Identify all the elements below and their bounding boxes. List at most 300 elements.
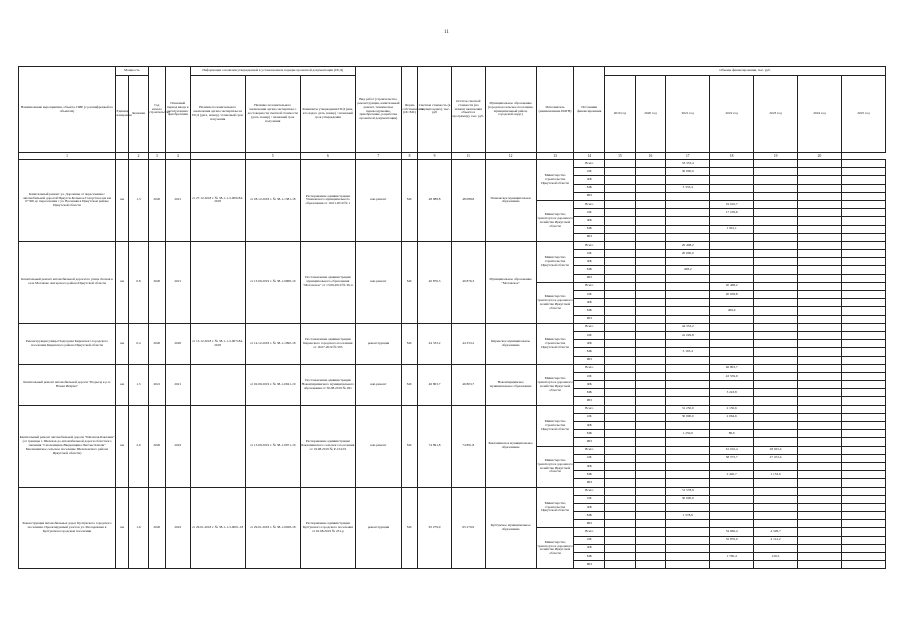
funding-amount-cell — [798, 282, 842, 290]
funding-amount-cell — [798, 291, 842, 299]
funding-amount-cell — [754, 364, 798, 372]
funding-source-cell: ИИ — [574, 397, 605, 405]
funding-amount-cell — [798, 266, 842, 274]
funding-amount-cell — [841, 241, 885, 249]
executor-cell: Министерство строительства Иркутской области — [536, 160, 574, 201]
funding-amount-cell — [798, 495, 842, 503]
funding-amount-cell — [798, 307, 842, 315]
funding-source-cell: ОБ — [574, 372, 605, 380]
column-number: 17 — [666, 153, 710, 160]
work-type-cell: реконструкция — [355, 323, 401, 364]
funding-amount-cell — [605, 356, 636, 364]
remaining-cell: 74 891,8 — [451, 405, 485, 487]
column-number-row — [19, 153, 886, 160]
funding-amount-cell: 19 010,7 — [710, 200, 754, 208]
funding-amount-cell — [841, 266, 885, 274]
funding-amount-cell — [841, 397, 885, 405]
funding-source-cell: МБ — [574, 225, 605, 233]
funding-amount-cell — [605, 184, 636, 192]
funding-source-cell: Всего — [574, 405, 605, 413]
funding-amount-cell — [635, 160, 666, 168]
executor-cell: Министерство строительства Иркутской области — [536, 487, 574, 528]
funding-amount-cell — [666, 446, 710, 454]
funding-amount-cell — [841, 250, 885, 258]
funding-amount-cell — [635, 422, 666, 430]
funding-amount-cell — [754, 356, 798, 364]
funding-amount-cell — [605, 372, 636, 380]
funding-amount-cell — [605, 397, 636, 405]
funding-amount-cell — [798, 413, 842, 421]
column-number: 12 — [485, 153, 536, 160]
funding-amount-cell: 2 064,6 — [710, 413, 754, 421]
funding-amount-cell — [798, 209, 842, 217]
funding-amount-cell — [710, 495, 754, 503]
funding-amount-cell — [798, 176, 842, 184]
funding-amount-cell — [754, 184, 798, 192]
column-number — [190, 153, 245, 160]
funding-amount-cell — [666, 307, 710, 315]
remaining-cell: 46 803,7 — [451, 364, 485, 405]
funding-amount-cell: 32 876,0 — [710, 536, 754, 544]
investment-program-table — [18, 66, 886, 569]
header-capacity: Мощность — [116, 67, 149, 76]
funding-amount-cell — [635, 225, 666, 233]
funding-amount-cell — [710, 422, 754, 430]
funding-amount-cell — [841, 512, 885, 520]
funding-amount-cell: 33 333,4 — [666, 160, 710, 168]
expertise-cell — [190, 364, 245, 405]
funding-amount-cell — [605, 430, 636, 438]
funding-source-cell: МБ — [574, 266, 605, 274]
funding-amount-cell — [798, 471, 842, 479]
funding-amount-cell — [635, 381, 666, 389]
funding-amount-cell — [754, 487, 798, 495]
funding-amount-cell — [605, 307, 636, 315]
executor-cell: Министерство строительства Иркутской области — [536, 405, 574, 446]
funding-amount-cell — [605, 200, 636, 208]
funding-source-cell: МБ — [574, 389, 605, 397]
unit-cell: км — [116, 323, 129, 364]
object-name-cell: Капитальный ремонт автомобильной дороги "Подъезд к р.п. Новая Игирма" — [19, 364, 116, 405]
funding-amount-cell — [635, 503, 666, 511]
expertise-cell: от 27.12.2018 г. № 38-1-1-3-009184-2018 — [190, 160, 245, 242]
funding-amount-cell — [841, 520, 885, 528]
funding-amount-cell — [710, 520, 754, 528]
planned-year-cell: 2022 — [166, 405, 191, 487]
funding-amount-cell — [841, 405, 885, 413]
funding-source-cell: ИИ — [574, 315, 605, 323]
funding-amount-cell — [798, 561, 842, 569]
funding-amount-cell — [635, 528, 666, 536]
table-row — [19, 323, 886, 331]
approval-cell: Постановление администрации Новоигирминского муниципального образования от 30.08.2019 № 491 — [300, 364, 355, 405]
column-number: 18 — [710, 153, 754, 160]
funding-amount-cell — [841, 471, 885, 479]
column-number — [116, 153, 129, 160]
header-year: 2019 год — [605, 76, 636, 153]
funding-amount-cell — [635, 307, 666, 315]
value-cell: 1,6 — [129, 487, 148, 569]
funding-amount-cell — [666, 503, 710, 511]
funding-amount-cell: 2 150,6 — [710, 405, 754, 413]
funding-amount-cell — [635, 241, 666, 249]
header-name: Наименование мероприятия, объекта, ПИР (с расшифровкой по объектам) — [19, 67, 116, 153]
object-name-cell: Капитальный ремонт автомобильной дороги "Шелехов-Баклаши" (от границы г. Шелехов до автомобильной дороги областного значения "Смоленщина-Введенщина-Чистые Ключи" Баклашинское сельское поселение Шелеховского района Иркутской области) — [19, 405, 116, 487]
funding-amount-cell: 3 243,8 — [710, 389, 754, 397]
estimate-cell: от 29.01.2018 г. № 38-1-0028-18 — [245, 487, 300, 569]
funding-source-cell: ФБ — [574, 381, 605, 389]
value-cell: 2,0 — [129, 405, 148, 487]
funding-amount-cell: 408,2 — [666, 266, 710, 274]
funding-amount-cell — [666, 209, 710, 217]
funding-amount-cell — [754, 389, 798, 397]
funding-source-cell: Всего — [574, 528, 605, 536]
funding-amount-cell — [605, 160, 636, 168]
funding-amount-cell — [798, 397, 842, 405]
funding-amount-cell — [666, 217, 710, 225]
funding-amount-cell — [841, 184, 885, 192]
funding-amount-cell — [710, 561, 754, 569]
funding-amount-cell — [710, 266, 754, 274]
column-number: 16 — [635, 153, 666, 160]
funding-amount-cell — [605, 225, 636, 233]
funding-amount-cell — [754, 323, 798, 331]
funding-amount-cell — [666, 422, 710, 430]
funding-amount-cell — [754, 413, 798, 421]
funding-source-cell: МБ — [574, 471, 605, 479]
column-number: 1 — [19, 153, 116, 160]
funding-amount-cell — [841, 446, 885, 454]
funding-amount-cell — [754, 495, 798, 503]
funding-amount-cell — [841, 372, 885, 380]
funding-amount-cell — [841, 381, 885, 389]
funding-amount-cell — [754, 340, 798, 348]
executor-cell: Министерство транспорта и дорожного хозяйства Иркутской области — [536, 282, 574, 323]
funding-amount-cell — [605, 291, 636, 299]
cost-cell: 40 876,3 — [418, 241, 452, 323]
unit-cell: км — [116, 241, 129, 323]
funding-amount-cell — [754, 200, 798, 208]
funding-source-cell: ФБ — [574, 258, 605, 266]
funding-amount-cell — [754, 544, 798, 552]
funding-amount-cell — [754, 299, 798, 307]
funding-source-cell: ИИ — [574, 438, 605, 446]
funding-amount-cell — [635, 217, 666, 225]
work-type-cell: кап.ремонт — [355, 405, 401, 487]
cost-cell: 65 279,9 — [418, 487, 452, 569]
approval-cell: Распоряжение администрации Култукского городского поселения от 02.08.2019 № 231-р — [300, 487, 355, 569]
table-row — [19, 241, 886, 249]
funding-amount-cell — [710, 323, 754, 331]
funding-source-cell: ОБ — [574, 495, 605, 503]
funding-amount-cell — [754, 168, 798, 176]
table-row — [19, 160, 886, 168]
funding-source-cell: Всего — [574, 200, 605, 208]
funding-source-cell: МБ — [574, 512, 605, 520]
expertise-cell: от 29.01.2018 г. № 38-1-1-3-0001-18 — [190, 487, 245, 569]
page-number: 11 — [444, 30, 449, 35]
funding-amount-cell — [605, 274, 636, 282]
object-name-cell: Капитальный ремонт автомобильной дороги по улице Лесная в селе Мотаково Ангарского района Иркутской области — [19, 241, 116, 323]
funding-amount-cell — [841, 217, 885, 225]
funding-source-cell: ОБ — [574, 536, 605, 544]
funding-source-cell: ИИ — [574, 192, 605, 200]
remaining-cell: 65 279,9 — [451, 487, 485, 569]
funding-amount-cell — [635, 315, 666, 323]
funding-amount-cell — [635, 323, 666, 331]
funding-amount-cell: 1 901,1 — [710, 225, 754, 233]
funding-amount-cell — [798, 372, 842, 380]
funding-amount-cell: 20 468,2 — [710, 282, 754, 290]
header-sources: Источники финансирования — [574, 67, 605, 153]
header-year: 2022 год — [710, 76, 754, 153]
funding-amount-cell — [635, 462, 666, 470]
table-row — [19, 364, 886, 372]
object-name-cell: Капитальный ремонт ул. Дорожная от пересечения с автомобильной дорогой Иркутск-Большое Голоустное км км 0+300 до пересечения с ул. Весенняя в Иркутском районе Иркутской области — [19, 160, 116, 242]
funding-amount-cell — [635, 454, 666, 462]
header-cost: Сметная стоимость (в текущих ценах), тыс. руб — [418, 67, 452, 153]
funding-amount-cell — [605, 233, 636, 241]
funding-amount-cell — [798, 503, 842, 511]
funding-amount-cell — [798, 405, 842, 413]
funding-amount-cell — [666, 397, 710, 405]
funding-source-cell: ФБ — [574, 462, 605, 470]
funding-amount-cell — [754, 381, 798, 389]
ownership-cell: МС — [401, 405, 417, 487]
funding-amount-cell — [605, 438, 636, 446]
funding-amount-cell — [635, 250, 666, 258]
executor-cell: Министерство транспорта и дорожного хозяйства Иркутской области — [536, 528, 574, 569]
funding-amount-cell — [605, 512, 636, 520]
funding-amount-cell — [710, 217, 754, 225]
funding-amount-cell: 20 408,2 — [666, 241, 710, 249]
estimate-cell: от 13.09.2019 г. № 38-1-0968-19 — [245, 241, 300, 323]
funding-amount-cell — [798, 160, 842, 168]
remaining-cell: 40 876,3 — [451, 241, 485, 323]
funding-amount-cell: 1 250,0 — [666, 430, 710, 438]
funding-amount-cell: 2 440,7 — [710, 471, 754, 479]
funding-amount-cell — [798, 250, 842, 258]
funding-amount-cell — [798, 168, 842, 176]
funding-amount-cell: 17 109,6 — [710, 209, 754, 217]
funding-amount-cell — [635, 536, 666, 544]
municipality-cell: Новоигирминское муниципальное образование — [485, 364, 536, 405]
start-year-cell: 2020 — [148, 323, 165, 364]
executor-cell: Министерство транспорта и дорожного хозяйства Иркутской области — [536, 364, 574, 405]
funding-amount-cell — [710, 487, 754, 495]
approval-cell: Распоряжение администрации Баклашинского сельского поселения от 19.08.2019 № Р-154/19 — [300, 405, 355, 487]
funding-amount-cell: 20 058,8 — [710, 291, 754, 299]
funding-amount-cell — [710, 503, 754, 511]
funding-amount-cell — [605, 241, 636, 249]
funding-amount-cell — [635, 340, 666, 348]
funding-amount-cell — [798, 340, 842, 348]
funding-amount-cell — [798, 479, 842, 487]
funding-source-cell: ФБ — [574, 299, 605, 307]
funding-amount-cell — [841, 389, 885, 397]
column-number: 5 — [245, 153, 300, 160]
funding-amount-cell — [841, 422, 885, 430]
funding-amount-cell: 31 250,0 — [666, 405, 710, 413]
funding-amount-cell — [605, 168, 636, 176]
funding-amount-cell — [635, 446, 666, 454]
funding-amount-cell: 4 112,2 — [754, 536, 798, 544]
funding-amount-cell — [666, 340, 710, 348]
funding-amount-cell — [798, 274, 842, 282]
funding-amount-cell — [635, 512, 666, 520]
funding-amount-cell: 4 328,7 — [754, 528, 798, 536]
funding-amount-cell — [798, 389, 842, 397]
column-number: 11 — [451, 153, 485, 160]
funding-amount-cell — [798, 356, 842, 364]
funding-amount-cell — [841, 553, 885, 561]
column-number: 9 — [418, 153, 452, 160]
start-year-cell: 2020 — [148, 487, 165, 569]
funding-amount-cell — [635, 389, 666, 397]
funding-amount-cell: 34 666,4 — [710, 528, 754, 536]
funding-amount-cell — [798, 315, 842, 323]
funding-source-cell: Всего — [574, 160, 605, 168]
funding-amount-cell — [635, 413, 666, 421]
funding-amount-cell — [841, 438, 885, 446]
funding-amount-cell — [798, 487, 842, 495]
header-year: 2020 год — [635, 76, 666, 153]
column-number: 13 — [536, 153, 574, 160]
funding-amount-cell — [635, 356, 666, 364]
funding-source-cell: МБ — [574, 307, 605, 315]
funding-source-cell: ФБ — [574, 422, 605, 430]
funding-amount-cell — [754, 291, 798, 299]
funding-amount-cell — [666, 192, 710, 200]
estimate-cell: от 13.09.2019 г. № 38-1-0971-19 — [245, 405, 300, 487]
header-year: 2025 год — [841, 76, 885, 153]
funding-amount-cell — [798, 536, 842, 544]
funding-amount-cell: 31 578,9 — [666, 487, 710, 495]
planned-year-cell: 2022 — [166, 487, 191, 569]
header-year: 2021 год — [666, 76, 710, 153]
header-psd-info: Информация о наличии утвержденной в установленном порядке проектной документации (ПСД) — [190, 67, 355, 76]
funding-amount-cell — [710, 340, 754, 348]
funding-amount-cell — [635, 168, 666, 176]
funding-amount-cell — [605, 323, 636, 331]
funding-amount-cell: 1 153,0 — [754, 471, 798, 479]
header-start-year: Год начала строительства — [148, 67, 165, 153]
funding-amount-cell — [710, 462, 754, 470]
funding-amount-cell — [605, 405, 636, 413]
funding-amount-cell — [798, 544, 842, 552]
funding-amount-cell — [841, 561, 885, 569]
funding-amount-cell — [798, 258, 842, 266]
funding-amount-cell — [754, 241, 798, 249]
cost-cell: 44 333,2 — [418, 323, 452, 364]
funding-amount-cell — [754, 397, 798, 405]
funding-amount-cell — [635, 184, 666, 192]
funding-amount-cell — [605, 471, 636, 479]
funding-amount-cell — [635, 471, 666, 479]
unit-cell: км — [116, 487, 129, 569]
municipality-cell: Култукское муниципальное образование — [485, 487, 536, 569]
column-number: 4 — [166, 153, 191, 160]
start-year-cell: 2020 — [148, 241, 165, 323]
funding-amount-cell — [798, 299, 842, 307]
planned-year-cell: 2021 — [166, 160, 191, 242]
funding-amount-cell — [605, 299, 636, 307]
funding-amount-cell — [666, 544, 710, 552]
funding-amount-cell — [841, 430, 885, 438]
funding-amount-cell — [754, 405, 798, 413]
approval-cell: Постановление администрации Киренского городского поселения от 16.07.2019 № 505 — [300, 323, 355, 364]
funding-source-cell: ИИ — [574, 274, 605, 282]
funding-amount-cell: 30 000,0 — [666, 168, 710, 176]
funding-amount-cell — [798, 422, 842, 430]
expertise-cell — [190, 241, 245, 323]
funding-amount-cell — [710, 233, 754, 241]
start-year-cell: 2021 — [148, 364, 165, 405]
funding-source-cell: ОБ — [574, 331, 605, 339]
ownership-cell: МС — [401, 487, 417, 569]
table-row — [19, 487, 886, 495]
funding-amount-cell — [710, 258, 754, 266]
funding-amount-cell — [605, 364, 636, 372]
funding-amount-cell — [841, 528, 885, 536]
funding-amount-cell: 27 472,4 — [754, 454, 798, 462]
funding-source-cell: ИИ — [574, 520, 605, 528]
column-number: 19 — [754, 153, 798, 160]
approval-cell: Распоряжение администрации Ушаковского муниципального образования от 16.01.2019 № 1 — [300, 160, 355, 242]
funding-amount-cell — [798, 528, 842, 536]
funding-amount-cell — [710, 241, 754, 249]
header-funding: Объемы финансирования, тыс. руб. — [605, 67, 886, 76]
funding-amount-cell — [635, 274, 666, 282]
funding-amount-cell — [605, 381, 636, 389]
funding-source-cell: ИИ — [574, 479, 605, 487]
funding-amount-cell — [605, 282, 636, 290]
funding-amount-cell — [635, 561, 666, 569]
funding-amount-cell — [635, 233, 666, 241]
funding-amount-cell — [666, 176, 710, 184]
funding-amount-cell — [841, 315, 885, 323]
funding-amount-cell — [754, 192, 798, 200]
funding-amount-cell — [798, 217, 842, 225]
header-approval: Реквизиты утверждения ПСД (кем, кто издал, дата, номер) / плановый срок утверждения — [300, 76, 355, 153]
funding-amount-cell — [754, 512, 798, 520]
funding-amount-cell: 20 000,0 — [666, 250, 710, 258]
value-cell: 1,3 — [129, 160, 148, 242]
funding-amount-cell — [666, 356, 710, 364]
funding-amount-cell — [605, 561, 636, 569]
funding-amount-cell — [798, 520, 842, 528]
funding-amount-cell — [754, 422, 798, 430]
funding-amount-cell — [841, 209, 885, 217]
funding-amount-cell — [666, 471, 710, 479]
funding-source-cell: Всего — [574, 241, 605, 249]
executor-cell: Министерство транспорта и дорожного хозяйства Иркутской области — [536, 446, 574, 487]
funding-amount-cell — [798, 438, 842, 446]
funding-amount-cell — [841, 331, 885, 339]
funding-amount-cell — [666, 381, 710, 389]
funding-amount-cell — [841, 233, 885, 241]
funding-amount-cell — [754, 331, 798, 339]
expertise-cell — [190, 405, 245, 487]
funding-amount-cell — [754, 266, 798, 274]
executor-cell: Министерство транспорта и дорожного хозяйства Иркутской области — [536, 200, 574, 241]
header-municipality: Муниципальное образование (городское/сельское поселение, муниципальный район, городской округ) — [485, 67, 536, 153]
funding-amount-cell — [754, 479, 798, 487]
funding-amount-cell — [635, 372, 666, 380]
funding-amount-cell — [754, 258, 798, 266]
funding-amount-cell — [635, 544, 666, 552]
funding-amount-cell — [710, 544, 754, 552]
